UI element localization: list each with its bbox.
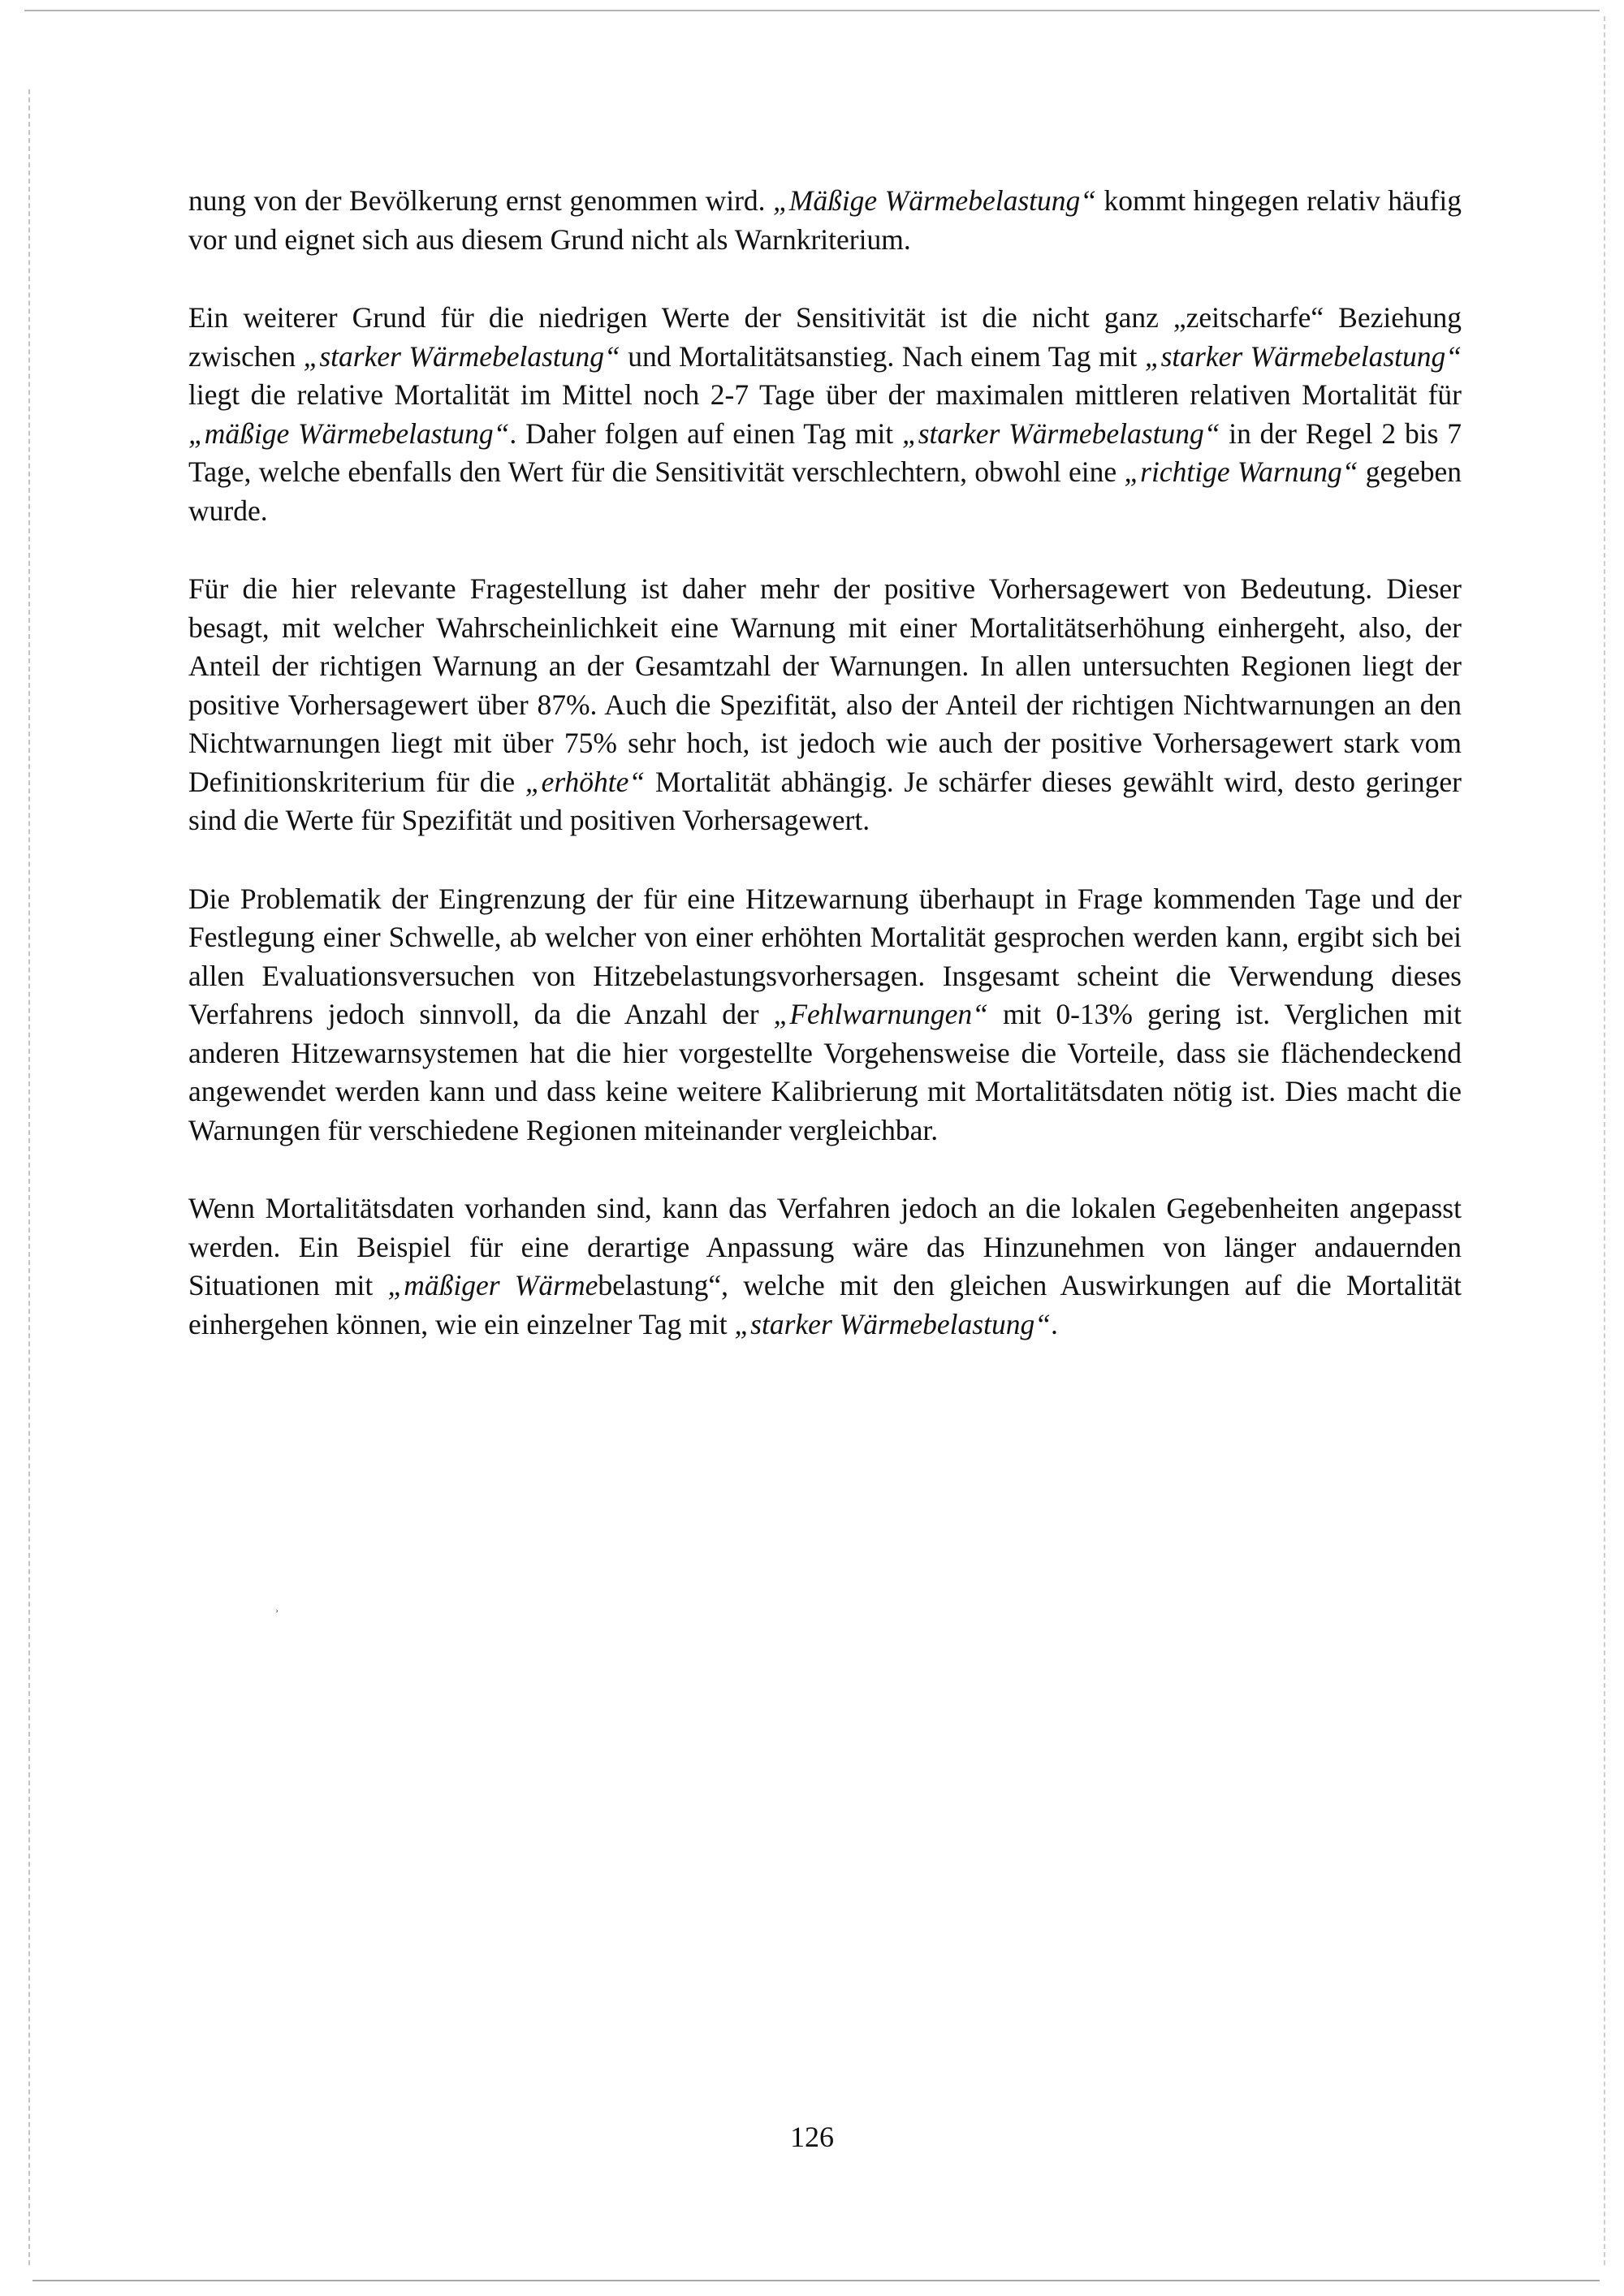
text-segment: nung von der Bevölkerung ernst genommen wird.	[188, 184, 773, 217]
scan-left-edge	[28, 89, 30, 2265]
paragraph-1	[188, 182, 1462, 259]
emphasized-term: „starker Wärmebelastung“	[734, 1307, 1051, 1340]
emphasized-term: „richtige Warnung“	[1124, 455, 1358, 488]
text-segment: gegeben wurde.	[188, 455, 1462, 527]
text-segment: Die Problematik der Eingrenzung der für eine Hitzewarnung überhaupt in Frage kommenden Tage und der Festlegung einer Schwelle, ab welcher von einer erhöhten Mortalität gesprochen werden kann, ergibt sich bei allen Evaluationsversuchen von Hitzebelastungsvorhersagen. Insgesamt scheint die Verwendung dieses Verfahrens jedoch sinnvoll, da die Anzahl der	[188, 882, 1462, 1030]
emphasized-term: „Mäßige Wärmebelastung“	[773, 184, 1096, 217]
paragraph-3	[188, 570, 1462, 840]
text-segment: .	[1050, 1307, 1058, 1340]
emphasized-term: „erhöhte“	[525, 765, 646, 798]
emphasized-term: „mäßige Wärmebelastung“	[188, 416, 510, 450]
text-segment: Mortalität abhängig. Je schärfer dieses gewählt wird, desto geringer sind die Werte für Spezifität und positiven Vorhersagewert.	[188, 765, 1462, 836]
scan-bottom-edge	[32, 2280, 1600, 2281]
text-segment: kommt hingegen relativ häufig vor und eignet sich aus diesem Grund nicht als Warnkriterium.	[188, 184, 1462, 256]
text-segment: Für die hier relevante Fragestellung ist daher mehr der positive Vorhersagewert von Bedeutung. Dieser besagt, mit welcher Wahrscheinlichkeit eine Warnung mit einer Mortalitätserhöhung einhergeht, also, der Anteil der richtigen Warnung an der Gesamtzahl der Warnungen. In allen untersuchten Regionen liegt der positive Vorhersagewert über 87%. Auch die Spezifität, also der Anteil der richtigen Nichtwarnungen an den Nichtwarnungen liegt mit über 75% sehr hoch, ist jedoch wie auch der positive Vorhersagewert stark vom Definitionskriterium für die	[188, 572, 1462, 798]
text-segment: mit 0-13% gering ist. Verglichen mit anderen Hitzewarnsystemen hat die hier vorgestellte Vorgehensweise die Vorteile, dass sie flächendeckend angewendet werden kann und dass keine weitere Kalibrierung mit Mortalitätsdaten nötig ist. Dies macht die Warnungen für verschiedene Regionen miteinander vergleichbar.	[188, 998, 1462, 1146]
text-segment: Ein weiterer Grund für die niedrigen Werte der Sensitivität ist die nicht ganz „zeitscharfe“ Beziehung zwischen	[188, 301, 1462, 373]
text-segment: Wenn Mortalitätsdaten vorhanden sind, kann das Verfahren jedoch an die lokalen Gegebenheiten angepasst werden. Ein Beispiel für eine derartige Anpassung wäre das Hinzunehmen von länger andauernden Situationen mit	[188, 1192, 1462, 1301]
emphasized-term: „Fehlwarnungen“	[773, 998, 988, 1030]
stray-scan-mark: ˒	[274, 1600, 279, 1616]
text-segment: . Daher folgen auf einen Tag mit	[509, 416, 902, 450]
paragraph-5	[188, 1189, 1462, 1344]
paragraph-4	[188, 880, 1462, 1150]
emphasized-term: „mäßiger Wärme	[387, 1269, 598, 1301]
text-segment: liegt die relative Mortalität im Mittel noch 2-7 Tage über der maximalen mittleren relativen Mortalität für	[188, 378, 1462, 411]
page-number: 126	[790, 2121, 834, 2153]
text-segment: in der Regel 2 bis 7 Tage, welche ebenfalls den Wert für die Sensitivität verschlechtern, obwohl eine	[188, 416, 1462, 488]
emphasized-term: „starker Wärmebelastung“	[303, 339, 620, 373]
emphasized-term: „starker Wärmebelastung“	[1144, 339, 1462, 373]
emphasized-term: „starker Wärmebelastung“	[901, 416, 1220, 450]
body-text	[188, 182, 1462, 1383]
text-segment: und Mortalitätsanstieg. Nach einem Tag mit	[620, 339, 1145, 373]
scan-right-edge	[1604, 16, 1605, 2265]
paragraph-2	[188, 299, 1462, 530]
scan-top-edge	[24, 10, 1600, 11]
text-segment: belastung“, welche mit den gleichen Auswirkungen auf die Mortalität einhergehen können, wie ein einzelner Tag mit	[188, 1269, 1462, 1340]
